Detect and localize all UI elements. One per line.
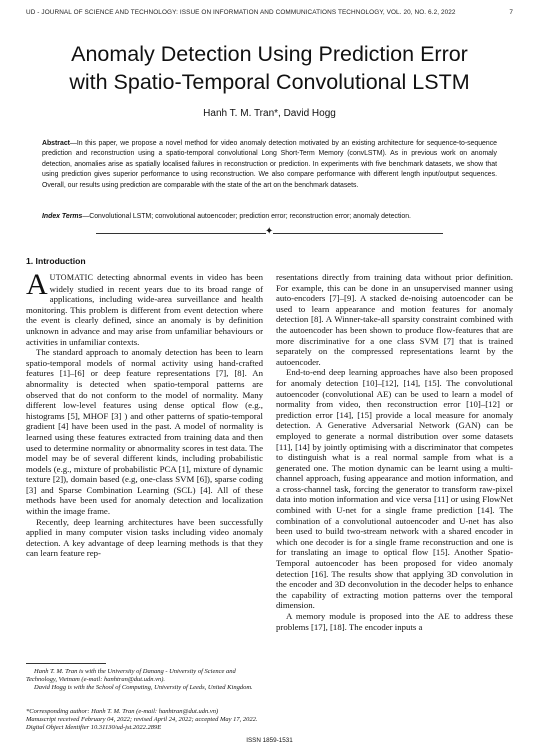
right-paragraph-3: A memory module is proposed into the AE to address these problems [17], [18]. The encoder inputs a bbox=[276, 611, 513, 632]
drop-cap: A bbox=[26, 268, 48, 301]
index-terms-text: —Convolutional LSTM; convolutional autoencoder; prediction error; reconstruction error; anomaly detection. bbox=[82, 213, 411, 220]
title-line-2: with Spatio-Temporal Convolutional LSTM bbox=[69, 70, 470, 94]
footnote-doi: Digital Object Identifier 10.31130/ud-jst.2022.289E bbox=[26, 724, 162, 731]
footnote-author-1: Hanh T. M. Tran is with the University of Danang - University of Science and Technology, Vietnam (e-mail: hanhtran@dut.udn.vn). bbox=[26, 668, 236, 683]
intro-paragraph-3: Recently, deep learning architectures have been successfully applied in many computer vision tasks including video anomaly detection. A key advantage of deep learning methods is that they can learn feature rep- bbox=[26, 516, 263, 559]
column-left bbox=[26, 268, 263, 559]
footnote-corresponding: *Corresponding author: Hanh T. M. Tran (e-mail: hanhtran@dut.udn.vn) bbox=[26, 708, 219, 715]
running-header bbox=[26, 9, 513, 16]
journal-header: UD - JOURNAL OF SCIENCE AND TECHNOLOGY: ISSUE ON INFORMATION AND COMMUNICATIONS TECHNOLOGY, VOL. 20, NO. 6.2, 2022 bbox=[26, 9, 456, 16]
abstract-label: Abstract bbox=[42, 140, 70, 147]
intro-paragraph-2: The standard approach to anomaly detection has been to learn spatio-temporal models of normal activity using hand-crafted features [1]–[6] or deep feature representations [7], [8]. An abnormality is detected when spatio-temporal patterns are observed that do not conform to the model of normality. Many different low-level features using dense optical flow (e.g., histograms [5], MHOF [3] ) and other patterns of spatio-temporal gradient [4] have been used in the past. A model of normality is learned using these features extracted from training data and then used to determine normality or abnormality scores in test data. The model may be of several different kinds, including probabilistic models (e.g., mixture of probabilistic PCA [1], mixture of dynamic texture [2]), domain based (e.g, one-class SVM [6]), sparse coding [3] and Sparse Combination Learning (SCL) [4]. All of these methods have been used for anomaly detection and localization within the image frame. bbox=[26, 347, 263, 517]
index-terms-label: Index Terms bbox=[42, 213, 83, 220]
right-paragraph-2: End-to-end deep learning approaches have also been proposed for anomaly detection [10]–[12], [14], [15]. The convolutional autoencoder (convolutional AE) can be used to learn a model of normality from video, then reconstruction error [10]–[12] or prediction error [14], [15] provide a local measure for anomaly detection. A Generative Adversarial Network (GAN) can be employed to generate a normal distribution over some datasets [11], [14] by jointly optimising with a discriminator that competes to distinguish what is a real normal sample from what is a generated one. The motion dynamic can be learnt using a multi-channel approach, fusing appearance and motion information, and a cross-channel task, forcing the generator to transform raw-pixel data into motion information and vice versa [11] or using FlowNet combined with U-net for a single frame prediction [14]. The combination of a convolutional autoencoder and U-net has also been used to build two-stream network with a shared encoder in which one decoder is for a single frame reconstruction and one is for translating an image to optical flow [15]. Another Spatio-Temporal autoencoder has been proposed for video anomaly detection [16]. The results show that applying 3D convolution in the encoder and 3D deconvolution in the decoder helps to enhance the capability of extracting motion patterns over the temporal dimension. bbox=[276, 367, 513, 611]
title-line-1: Anomaly Detection Using Prediction Error bbox=[71, 42, 468, 66]
right-paragraph-1: resentations directly from training data without prior definition. For example, this can be done in an unsupervised manner using auto-encoders [7]–[9]. A stacked de-noising autoencoder can be used to learn appearance and motion features for anomaly detection [8]. A Winner-take-all sparsity constraint combined with the autoencoder has been shown to produce flow-features that are more discriminative for a one class SVM [7] that is trained separately on the compressed representations learnt by the autoencoder. bbox=[276, 272, 513, 367]
small-caps-lead: UTOMATIC bbox=[49, 273, 94, 282]
authors: Hanh T. M. Tran*, David Hogg bbox=[203, 108, 336, 119]
footnote-affiliations bbox=[26, 668, 263, 692]
footnote-rule bbox=[26, 663, 106, 664]
intro-paragraph-1-text: detecting abnormal events in video has been widely studied in recent years due to its broad range of applications, including wide-area surveillance and health monitoring. This problem is different from event detection where the event is clearly defined, since an anomaly is by definition unknown in advance and may arise from unfamiliar behaviours or activities in unfamiliar contexts. bbox=[26, 272, 263, 347]
page-number: 7 bbox=[509, 9, 513, 16]
abstract bbox=[42, 139, 497, 191]
divider-left bbox=[96, 233, 266, 234]
footnote-manuscript bbox=[26, 708, 263, 732]
divider-right bbox=[273, 233, 443, 234]
column-right bbox=[276, 272, 513, 632]
divider-ornament-icon: ✦ bbox=[265, 226, 274, 237]
footnote-dates: Manuscript received February 04, 2022; revised April 24, 2022; accepted May 17, 2022. bbox=[26, 716, 258, 723]
issn: ISSN 1859-1531 bbox=[246, 737, 293, 744]
section-heading: 1. Introduction bbox=[26, 256, 86, 266]
abstract-text: —In this paper, we propose a novel method for video anomaly detection motivated by an existing architecture for sequence-to-sequence prediction and reconstruction using a spatio-temporal convolutional Long Short-Term Memory (convLSTM). As in previous work on anomaly detection, anomalies arise as spatially localised failures in reconstruction or prediction. In experiments with five benchmark datasets, we show that using prediction gives superior performance to using reconstruction. We also compare performance with different length input/output sequences. Overall, our results using prediction are comparable with the state of the art on the benchmark datasets. bbox=[42, 140, 497, 189]
footnote-author-2: David Hogg is with the School of Computing, University of Leeds, United Kingdom. bbox=[34, 684, 253, 691]
paper-title bbox=[20, 40, 519, 96]
index-terms bbox=[42, 212, 497, 222]
intro-paragraph-1 bbox=[26, 268, 263, 347]
